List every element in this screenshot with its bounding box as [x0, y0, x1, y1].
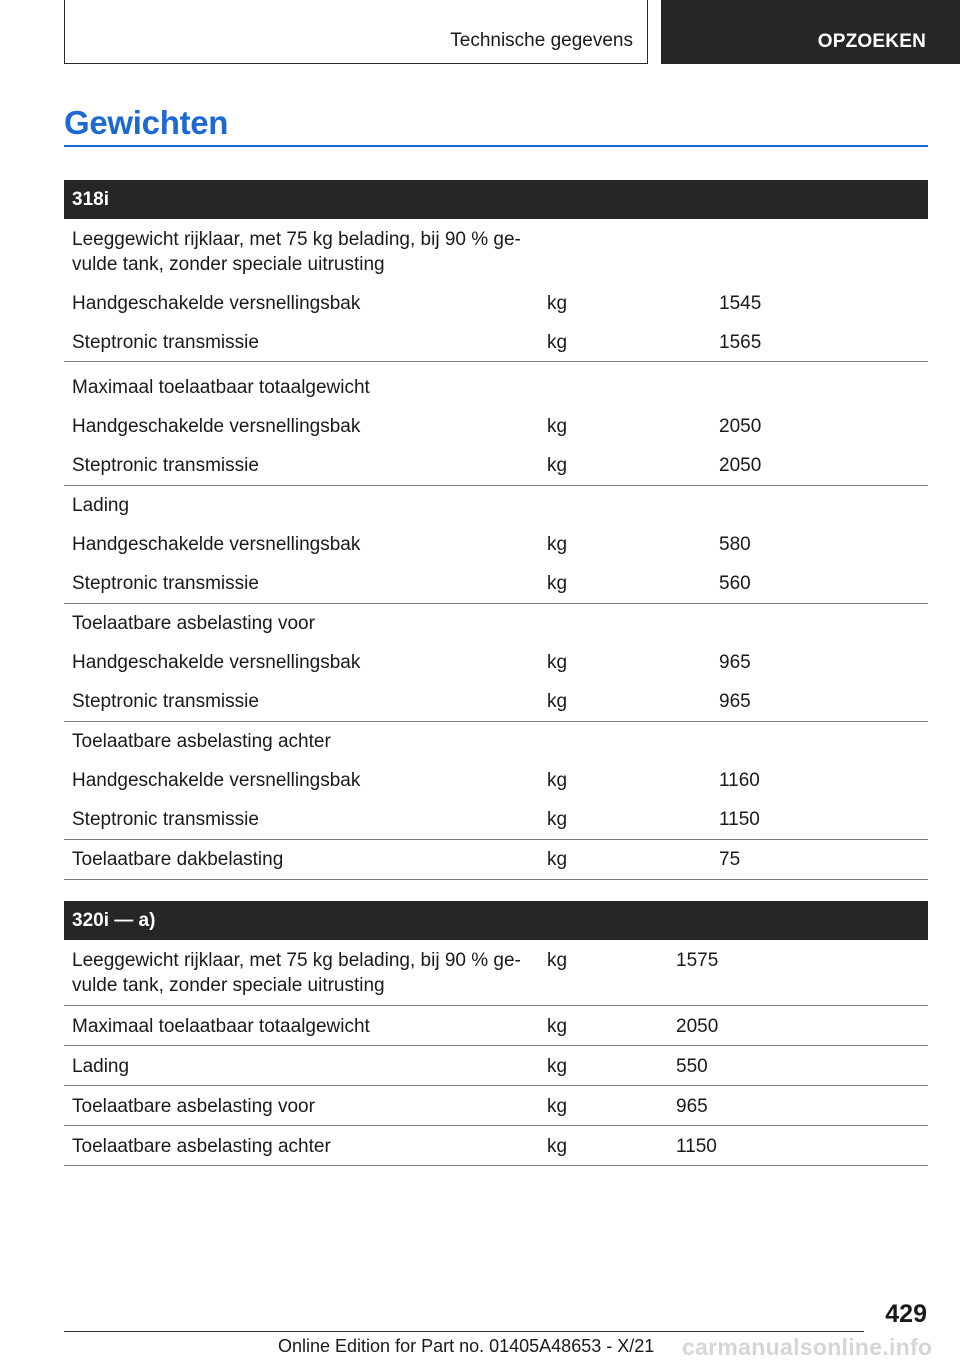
row-unit: kg	[547, 652, 568, 673]
footer-divider	[64, 1331, 864, 1332]
row-label: Handgeschakelde versnellingsbak	[72, 293, 361, 314]
table-320i	[64, 901, 928, 1166]
row-label: Steptronic transmissie	[72, 691, 259, 712]
table-header: 320i — a)	[64, 901, 928, 940]
table-row	[64, 1046, 928, 1086]
row-value: 1160	[719, 770, 760, 791]
row-unit: kg	[547, 1096, 568, 1117]
edition-text: Online Edition for Part no. 01405A48653 - X/21	[278, 1336, 655, 1356]
row-value: 550	[676, 1056, 708, 1077]
page-title: Gewichten	[64, 104, 229, 141]
row-label: Handgeschakelde versnellingsbak	[72, 770, 361, 791]
row-label: Toelaatbare asbelasting voor	[72, 1096, 315, 1117]
row-value: 75	[719, 849, 741, 870]
group-rear-axle-load	[64, 722, 928, 840]
row-value: 1150	[719, 809, 760, 830]
row-value: 1150	[676, 1136, 717, 1157]
row-value: 965	[719, 652, 751, 673]
group-roof-load	[64, 840, 928, 880]
row-unit: kg	[547, 809, 568, 830]
row-label: Toelaatbare asbelasting achter	[72, 1136, 331, 1157]
table-row	[64, 1126, 928, 1166]
row-label: Handgeschakelde versnellingsbak	[72, 416, 361, 437]
row-label: Lading	[72, 1056, 130, 1077]
row-label: Steptronic transmissie	[72, 455, 259, 476]
row-label: Handgeschakelde versnellingsbak	[72, 534, 361, 555]
table-row	[64, 1086, 928, 1126]
row-unit: kg	[547, 455, 568, 476]
row-unit: kg	[547, 691, 568, 712]
watermark: carmanualsonline.info	[682, 1334, 933, 1360]
row-unit: kg	[547, 573, 568, 594]
row-value: 1565	[719, 332, 762, 353]
row-label: Maximaal toelaatbaar totaalgewicht	[72, 1016, 370, 1037]
title-divider	[64, 145, 928, 147]
row-unit: kg	[547, 534, 568, 555]
row-unit: kg	[547, 950, 568, 971]
row-unit: kg	[547, 1136, 568, 1157]
row-value: 580	[719, 534, 751, 555]
row-unit: kg	[547, 332, 568, 353]
row-unit: kg	[547, 770, 568, 791]
row-label: Toelaatbare dakbelasting	[72, 849, 284, 870]
row-unit: kg	[547, 293, 568, 314]
group-empty-weight	[64, 219, 928, 362]
group-load	[64, 486, 928, 604]
row-value: 560	[719, 573, 751, 594]
section-tab[interactable]	[64, 0, 648, 64]
row-label: Leeggewicht rijklaar, met 75 kg belading, bij 90 % ge- vulde tank, zonder speciale uitrusting	[72, 950, 521, 996]
table-row	[64, 1006, 928, 1046]
row-value: 965	[676, 1096, 708, 1117]
row-unit: kg	[547, 1056, 568, 1077]
row-unit: kg	[547, 849, 568, 870]
table-318i	[64, 180, 928, 880]
lookup-tab[interactable]	[661, 0, 960, 64]
group-heading-text: Toelaatbare asbelasting voor	[72, 613, 315, 634]
section-tab-label: Technische gegevens	[450, 30, 633, 51]
row-value: 2050	[719, 416, 762, 437]
table-header: 318i	[64, 180, 928, 219]
page-number: 429	[885, 1300, 927, 1328]
row-value: 1575	[676, 950, 719, 971]
table-row	[64, 940, 928, 1006]
group-max-total-weight	[64, 368, 928, 486]
row-value: 2050	[719, 455, 762, 476]
row-unit: kg	[547, 1016, 568, 1037]
group-heading-text: Maximaal toelaatbaar totaalgewicht	[72, 377, 370, 398]
lookup-tab-label: OPZOEKEN	[817, 31, 926, 52]
row-label: Steptronic transmissie	[72, 809, 259, 830]
row-label: Steptronic transmissie	[72, 332, 259, 353]
group-heading-text: Toelaatbare asbelasting achter	[72, 731, 331, 752]
row-value: 965	[719, 691, 751, 712]
group-heading-text: Leeggewicht rijklaar, met 75 kg belading, bij 90 % ge- vulde tank, zonder speciale uitrusting	[72, 229, 521, 275]
group-front-axle-load	[64, 604, 928, 722]
row-label: Handgeschakelde versnellingsbak	[72, 652, 361, 673]
row-label: Steptronic transmissie	[72, 573, 259, 594]
group-heading-text: Lading	[72, 495, 130, 516]
row-value: 2050	[676, 1016, 719, 1037]
row-unit: kg	[547, 416, 568, 437]
row-value: 1545	[719, 293, 762, 314]
